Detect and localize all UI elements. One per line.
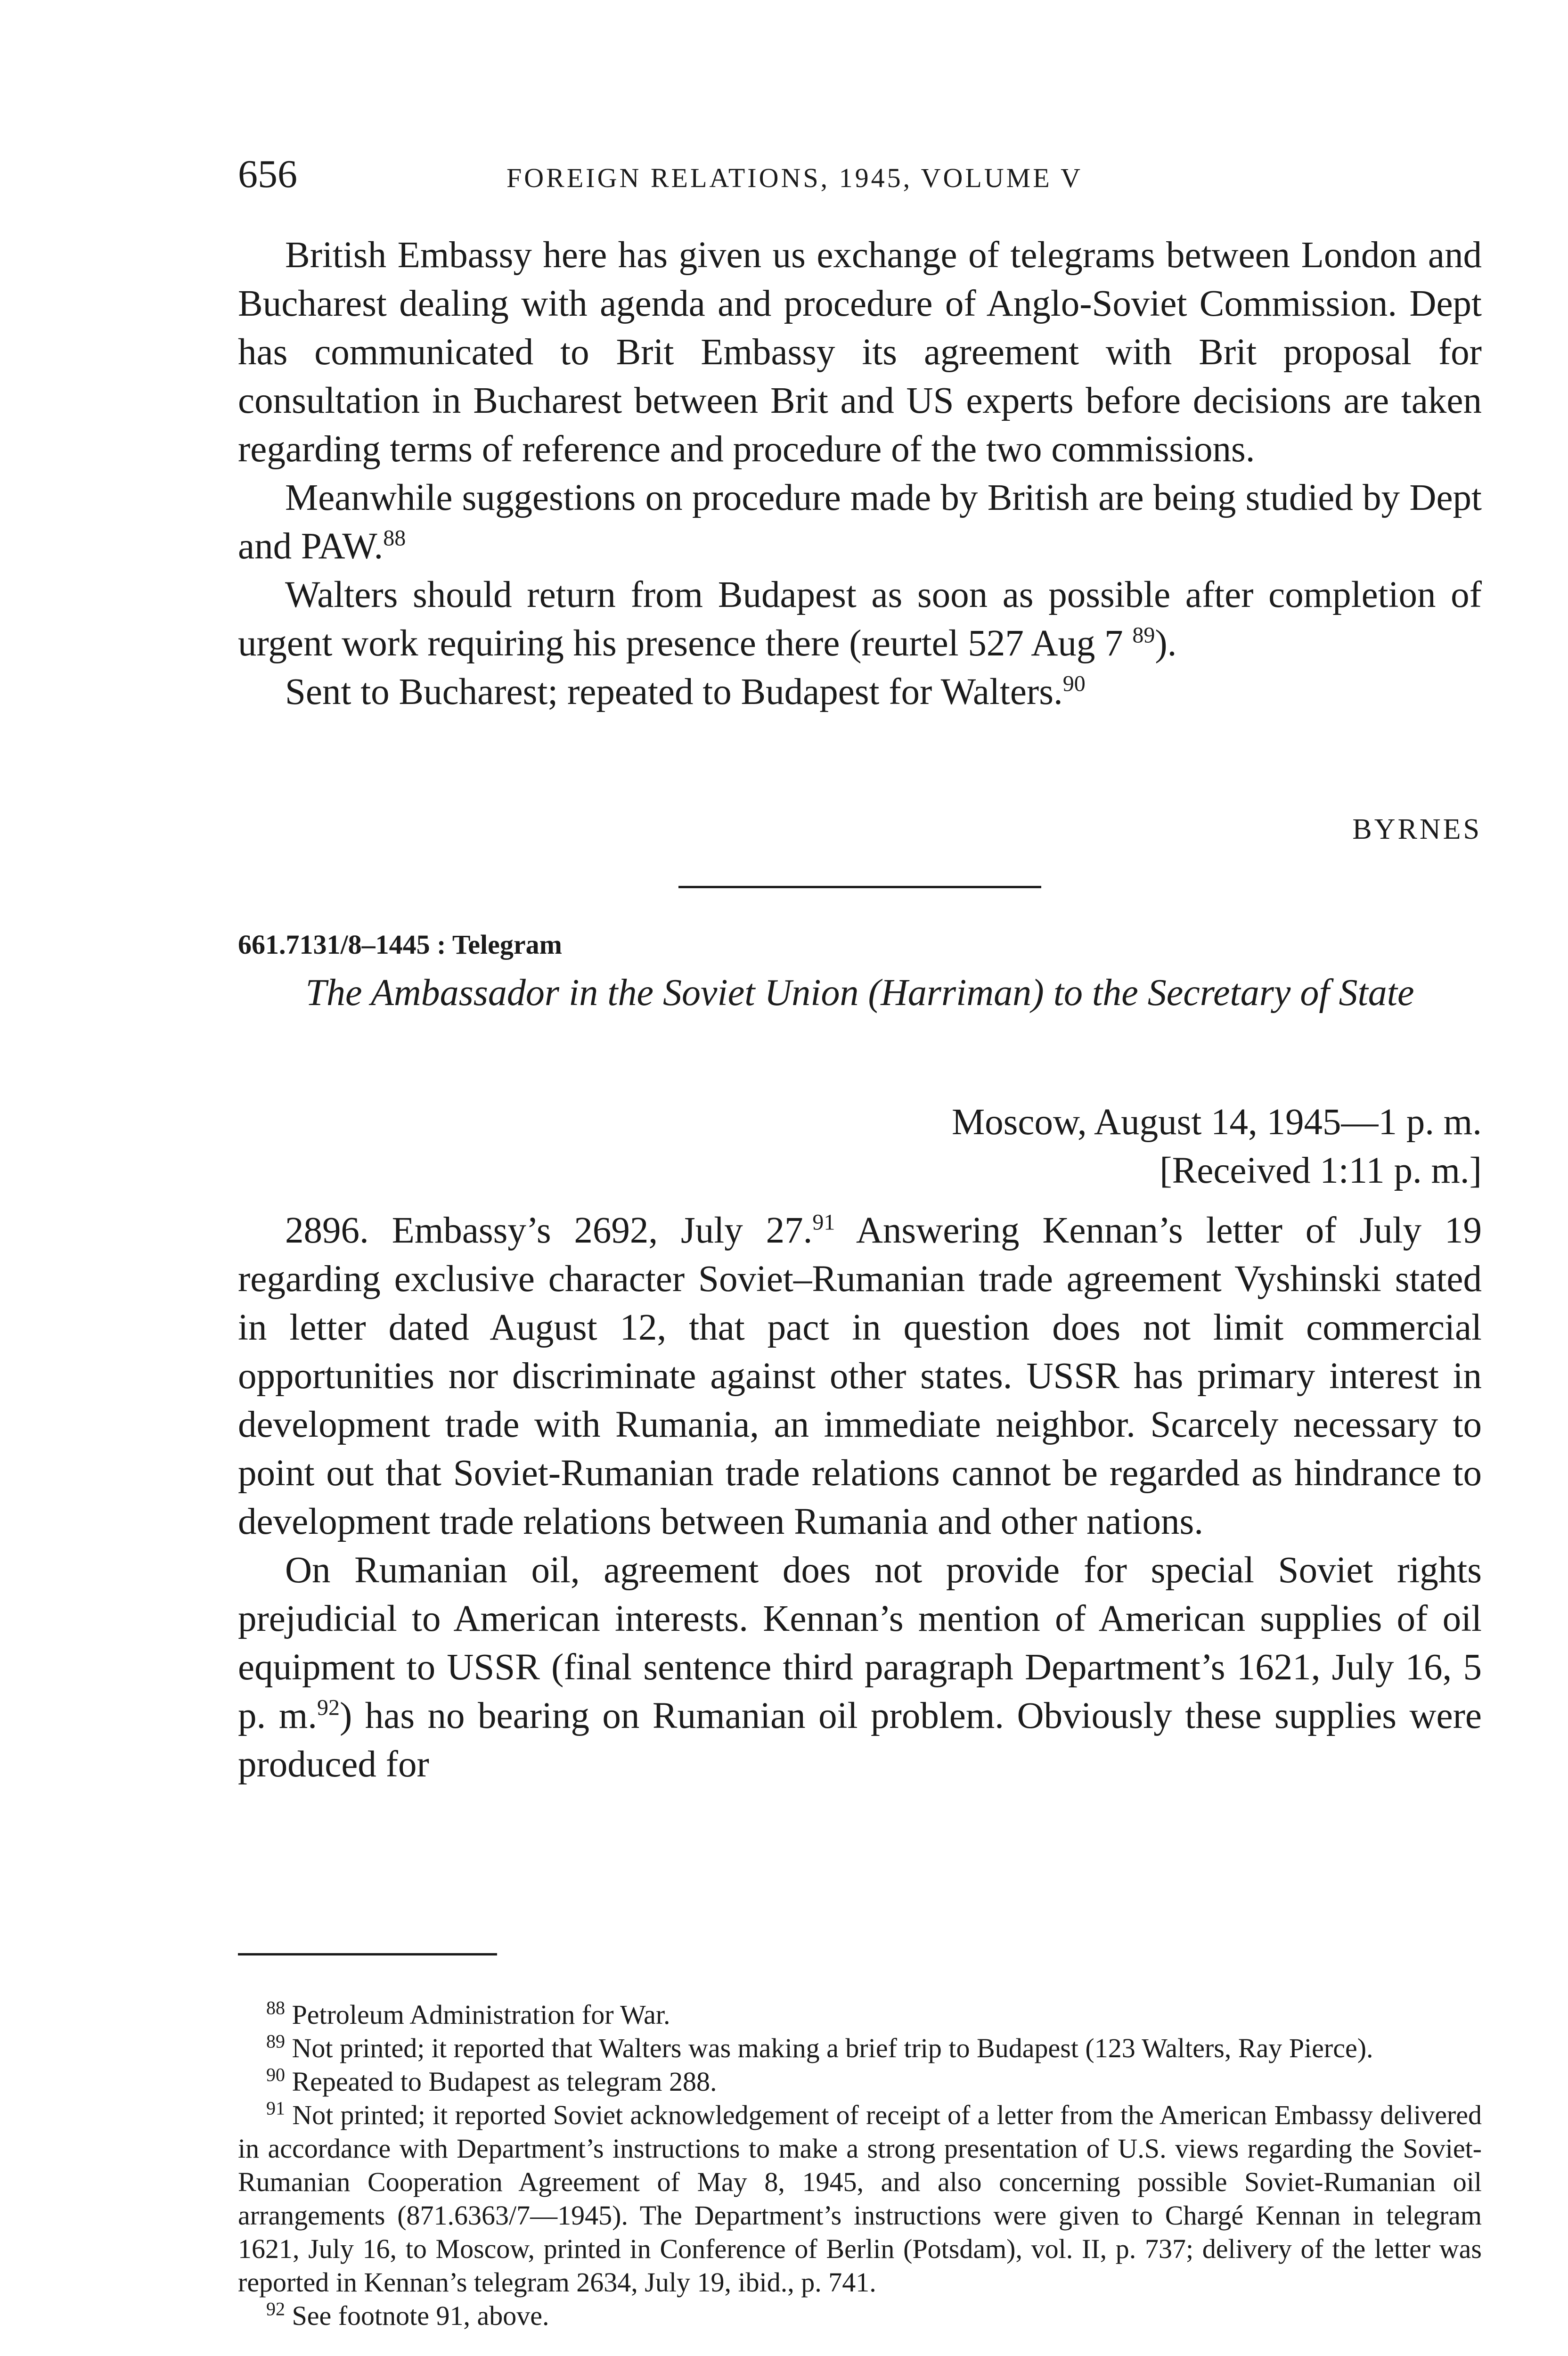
page-number: 656	[238, 152, 297, 196]
paragraph-text: On Rumanian oil, agreement does not provide for special Soviet rights prejudicial to American interests. Kennan’s mention of American supplies of oil equipment to USSR (final sentence third paragraph Department’s 1621, July 16, 5 p. m.	[238, 1550, 1482, 1736]
footnotes	[238, 1998, 1482, 2332]
footnote	[238, 2098, 1482, 2299]
section-divider	[678, 886, 1041, 888]
paragraph	[238, 668, 1482, 716]
footnote-text: Not printed; it reported Soviet acknowledgement of receipt of a letter from the American Embassy delivered in accordance with Department’s instructions to make a strong presentation of U.S. views regarding the Soviet-Rumanian Cooperation Agreement of May 8, 1945, and also concerning possible Soviet-Rumanian oil arrangements (871.6363/7—1945). The Department’s instructions were given to Chargé Kennan in telegram 1621, July 16, to Moscow, printed in Conference of Berlin (Potsdam), vol. II, p. 737; delivery of the letter was reported in Kennan’s telegram 2634, July 19, ibid., p. 741.	[238, 2100, 1482, 2298]
footnote-ref: 89	[1132, 622, 1155, 648]
paragraph	[238, 1546, 1482, 1789]
file-reference: 661.7131/8–1445 : Telegram	[238, 929, 562, 960]
footnote-ref: 91	[812, 1210, 835, 1235]
paragraph-text: Walters should return from Budapest as soon as possible after completion of urgent work requiring his presence there (reurtel 527 Aug 7	[238, 574, 1482, 664]
footnote-ref: 88	[383, 525, 406, 551]
paragraph-text: ) has no bearing on Rumanian oil problem. Obviously these supplies were produced for	[238, 1695, 1482, 1785]
footnote	[238, 2031, 1482, 2065]
previous-telegram-body	[238, 231, 1482, 716]
paragraph	[238, 571, 1482, 668]
footnote	[238, 2065, 1482, 2098]
footnote-text: Not printed; it reported that Walters was making a brief trip to Budapest (123 Walters, Ray Pierce).	[292, 2033, 1373, 2063]
telegram-body	[238, 1206, 1482, 1789]
paragraph: British Embassy here has given us exchange of telegrams between London and Bucharest dealing with agenda and procedure of Anglo-Soviet Commission. Dept has communicated to Brit Embassy its agreement with Brit proposal for consultation in Bucharest between Brit and US experts before decisions are taken regarding terms of reference and procedure of the two commissions.	[238, 235, 1482, 470]
footnote-mark: 92	[266, 2298, 285, 2320]
paragraph-text: Meanwhile suggestions on procedure made by British are being studied by Dept and PAW.	[238, 477, 1482, 567]
footnote-mark: 91	[266, 2097, 285, 2119]
footnote-text: Petroleum Administration for War.	[292, 1999, 670, 2030]
received-time: [Received 1:11 p. m.]	[1160, 1150, 1482, 1191]
paragraph	[238, 1206, 1482, 1546]
running-title: FOREIGN RELATIONS, 1945, VOLUME V	[506, 163, 1083, 193]
paragraph-text: Answering Kennan’s letter of July 19 regarding exclusive character Soviet–Rumanian trade agreement Vyshinski stated in letter dated August 12, that pact in question does not limit commercial opportunities nor discriminate against other states. USSR has primary interest in development trade with Rumania, an immediate neighbor. Scarcely necessary to point out that Soviet-Rumanian trade relations cannot be regarded as hindrance to development trade relations between Rumania and other nations.	[238, 1210, 1482, 1542]
paragraph-text: Sent to Bucharest; repeated to Budapest for Walters.	[285, 671, 1063, 712]
footnote	[238, 2299, 1482, 2332]
footnote-ref: 92	[317, 1695, 340, 1720]
footnote-mark: 88	[266, 1997, 285, 2019]
paragraph-text: 2896. Embassy’s 2692, July 27.	[285, 1210, 813, 1251]
signature: BYRNES	[1352, 813, 1482, 845]
dateline: Moscow, August 14, 1945—1 p. m.	[951, 1102, 1482, 1143]
footnote-text: Repeated to Budapest as telegram 288.	[292, 2066, 717, 2097]
footnote-text: See footnote 91, above.	[292, 2300, 549, 2331]
paragraph	[238, 474, 1482, 571]
dateline-block	[952, 1098, 1482, 1195]
paragraph-text: ).	[1155, 623, 1177, 664]
footnote-mark: 90	[266, 2064, 285, 2086]
document-title: The Ambassador in the Soviet Union (Harriman) to the Secretary of State	[305, 972, 1414, 1014]
footnote-ref: 90	[1062, 671, 1086, 696]
footnote-mark: 89	[266, 2030, 285, 2052]
footnote-divider	[238, 1953, 497, 1955]
running-header	[238, 151, 1482, 207]
footnote	[238, 1998, 1482, 2031]
